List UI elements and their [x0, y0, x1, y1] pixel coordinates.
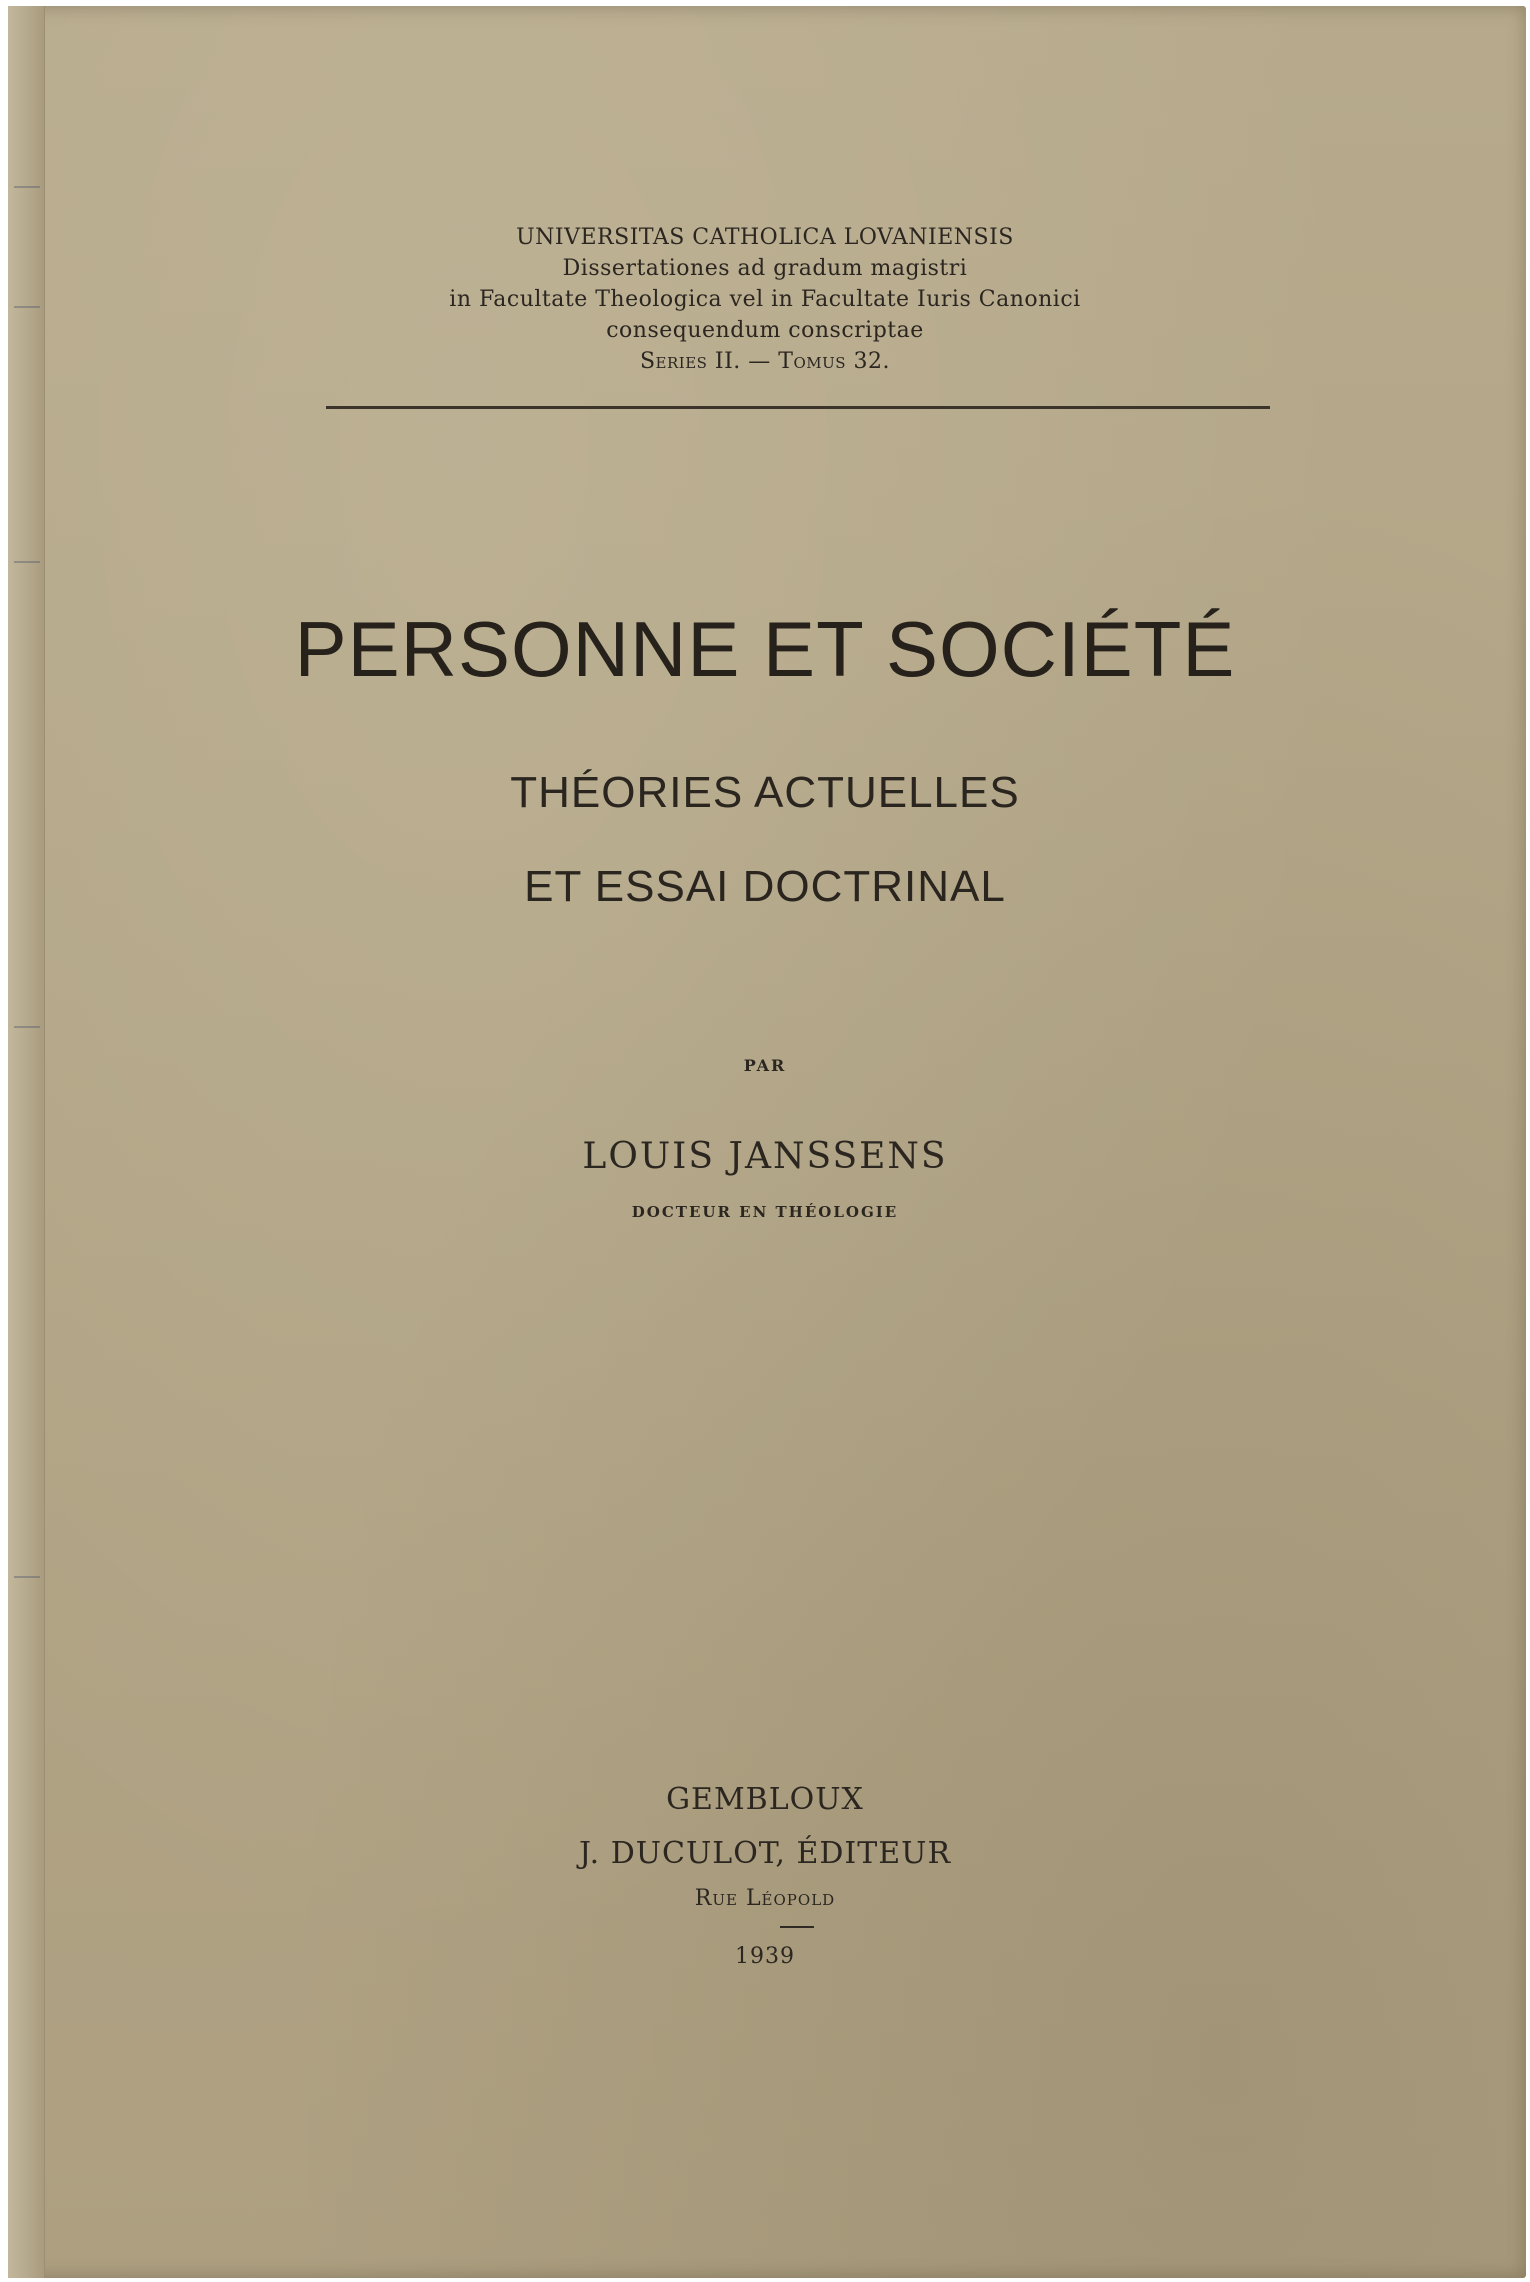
series-line: Series II. — Tomus 32. — [639, 349, 891, 374]
publisher-city: GEMBLOUX — [666, 1782, 864, 1817]
subtitle-line-2: ET ESSAI DOCTRINAL — [524, 862, 1006, 911]
header-divider — [326, 406, 1270, 409]
author-name: LOUIS JANSSENS — [582, 1136, 948, 1177]
par-label: PAR — [743, 1056, 787, 1075]
publisher-name: J. DUCULOT, ÉDITEUR — [578, 1836, 952, 1871]
publisher-street: Rue Léopold — [694, 1886, 836, 1911]
faculty-line: in Facultate Theologica vel in Facultate Iuris Canonici — [449, 287, 1081, 312]
year-divider — [780, 1926, 814, 1928]
book-title: PERSONNE ET SOCIÉTÉ — [294, 605, 1236, 693]
university-name: UNIVERSITAS CATHOLICA LOVANIENSIS — [516, 225, 1014, 250]
dissertation-line: Dissertationes ad gradum magistri — [562, 256, 968, 281]
conscriptae-line: consequendum conscriptae — [606, 318, 924, 343]
author-degree: DOCTEUR EN THÉOLOGIE — [631, 1203, 899, 1221]
publication-year: 1939 — [735, 1944, 795, 1969]
subtitle-line-1: THÉORIES ACTUELLES — [510, 768, 1020, 817]
